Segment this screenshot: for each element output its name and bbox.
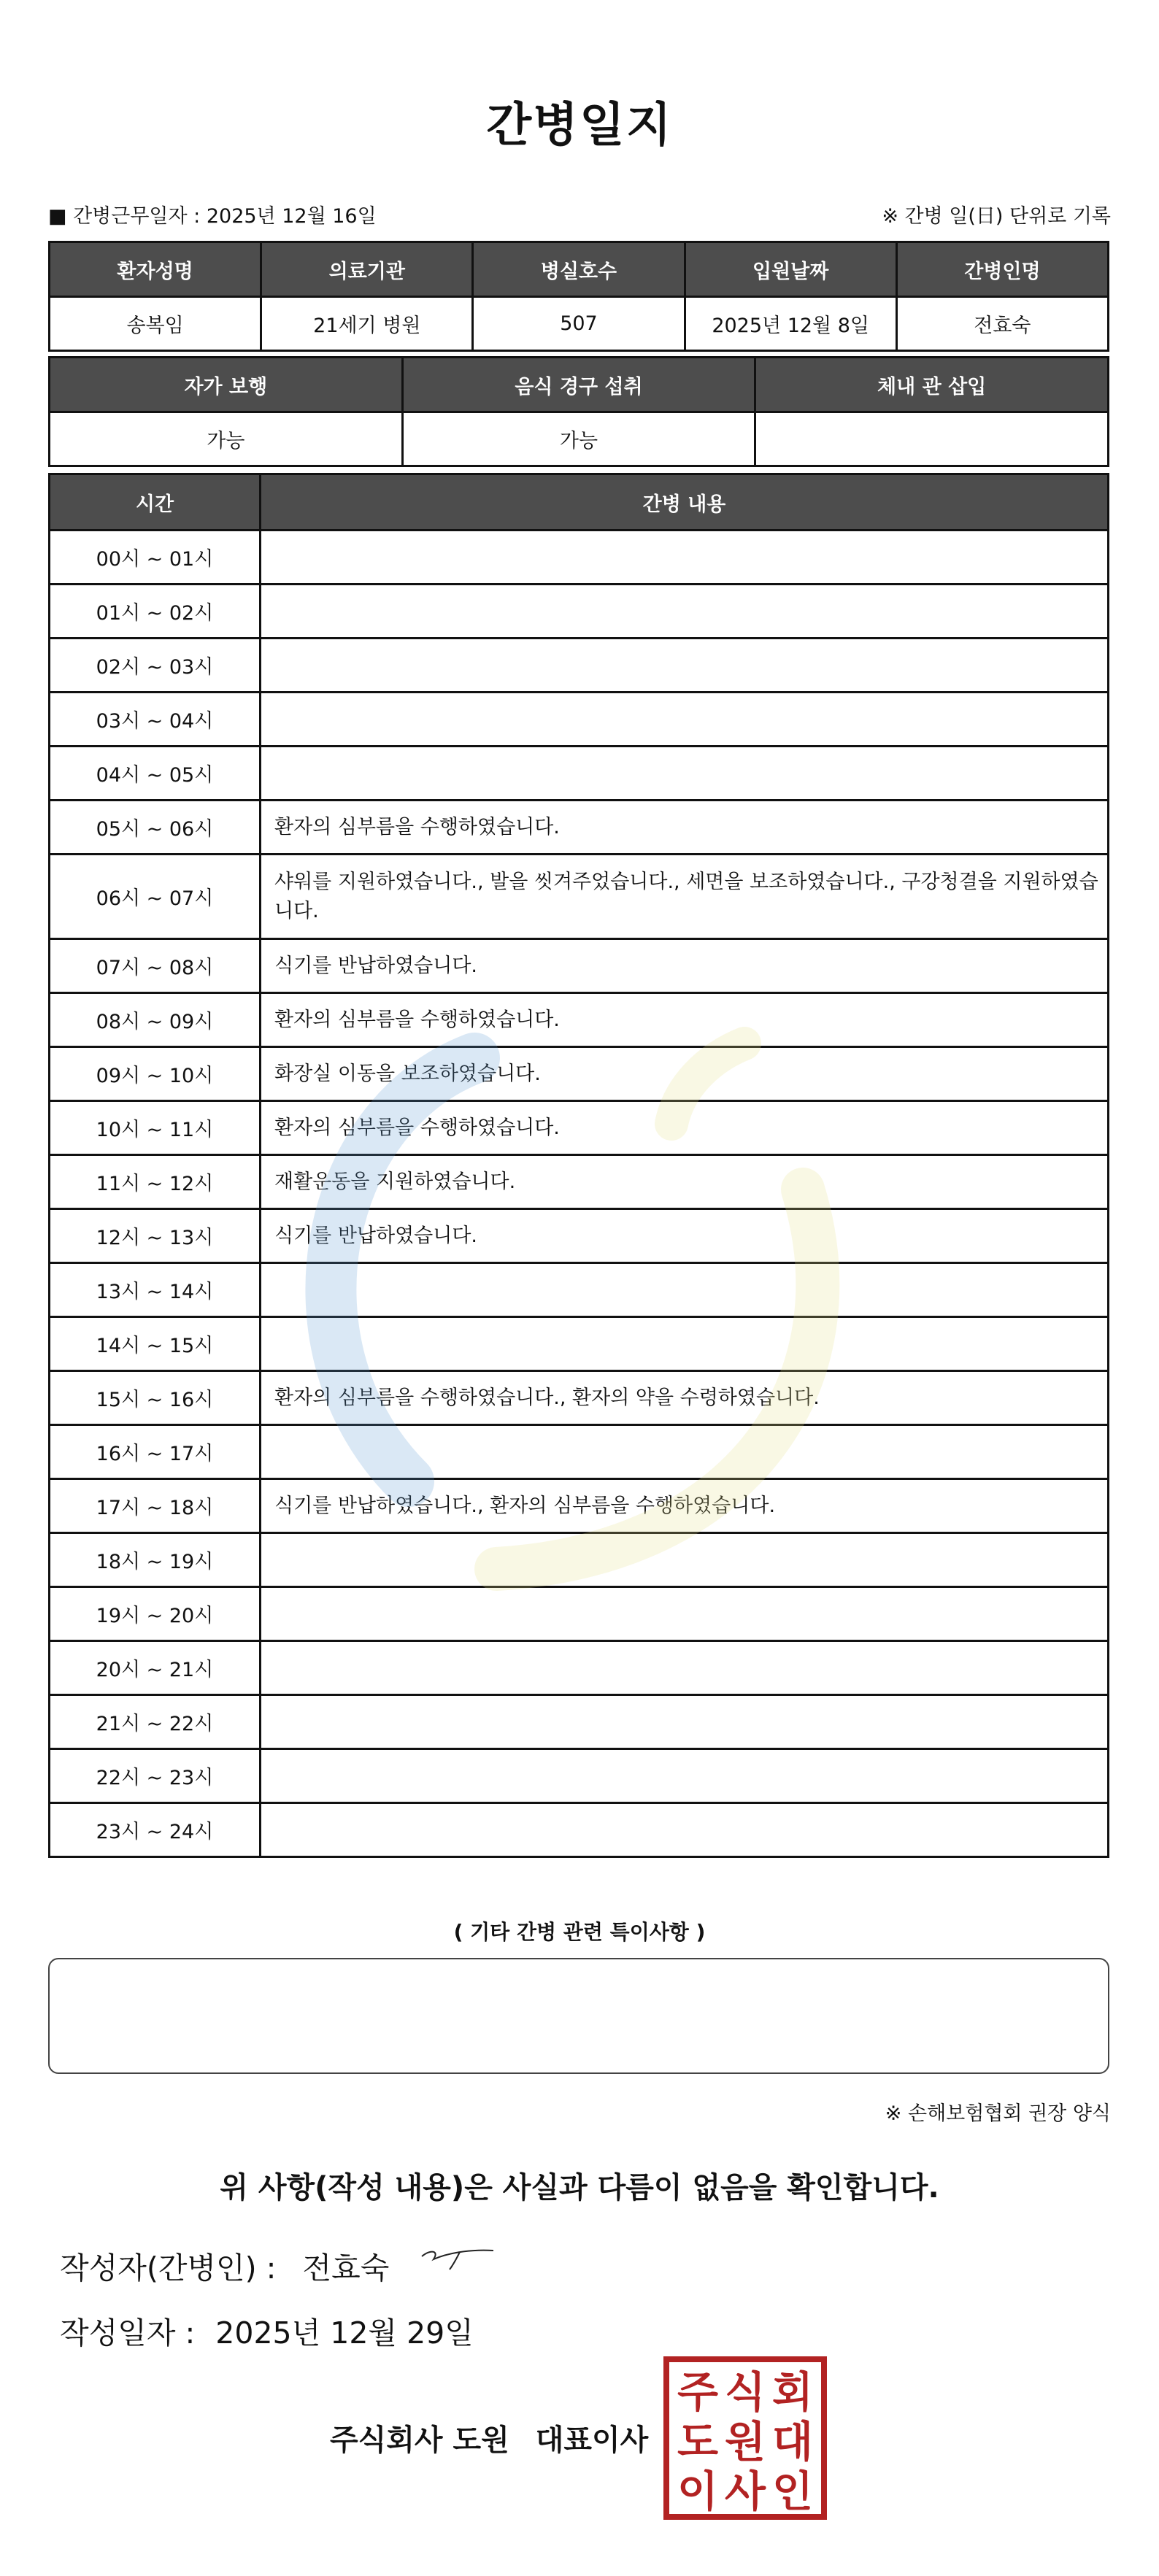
log-row — [50, 855, 1109, 939]
unit-note: ※ 간병 일(日) 단위로 기록 — [882, 205, 1111, 228]
log-row — [50, 1263, 1109, 1317]
info-hospital: 21세기 병원 — [261, 297, 473, 351]
writer-name: 전효숙 — [302, 2251, 390, 2286]
svg-text:이: 이 — [677, 2467, 719, 2516]
info-header-patient: 환자성명 — [50, 242, 261, 297]
log-time: 05시 ~ 06시 — [50, 801, 261, 855]
work-date-label: ■ 간병근무일자 : 2025년 12월 16일 — [48, 205, 377, 228]
log-content: 식기를 반납하였습니다., 환자의 심부름을 수행하였습니다. — [261, 1479, 1109, 1533]
info-header-room: 병실호수 — [473, 242, 685, 297]
info-caregiver-name: 전효숙 — [896, 297, 1108, 351]
writer-line — [60, 2244, 389, 2287]
log-content: 화장실 이동을 보조하였습니다. — [261, 1047, 1109, 1101]
log-content — [261, 1533, 1109, 1587]
log-content: 재활운동을 지원하였습니다. — [261, 1155, 1109, 1209]
log-content — [261, 1695, 1109, 1749]
writer-label: 작성자(간병인) : — [60, 2251, 277, 2286]
status-header-oral-intake: 음식 경구 섭취 — [402, 358, 755, 412]
log-row — [50, 585, 1109, 639]
log-row — [50, 1479, 1109, 1533]
svg-text:주: 주 — [677, 2367, 719, 2417]
log-content — [261, 1749, 1109, 1803]
log-header-time: 시간 — [50, 474, 261, 531]
log-content: 환자의 심부름을 수행하였습니다., 환자의 약을 수령하였습니다. — [261, 1371, 1109, 1425]
log-content — [261, 1803, 1109, 1857]
log-row — [50, 993, 1109, 1047]
log-time: 06시 ~ 07시 — [50, 855, 261, 939]
write-date-value: 2025년 12월 29일 — [215, 2315, 474, 2351]
log-time: 14시 ~ 15시 — [50, 1317, 261, 1371]
log-row — [50, 1425, 1109, 1479]
status-header-tube: 체내 관 삽입 — [755, 358, 1109, 412]
log-time: 19시 ~ 20시 — [50, 1587, 261, 1641]
log-content — [261, 1317, 1109, 1371]
info-patient-name: 송복임 — [50, 297, 261, 351]
log-content — [261, 1263, 1109, 1317]
log-row — [50, 531, 1109, 585]
log-row — [50, 1803, 1109, 1857]
status-oral-intake: 가능 — [402, 412, 755, 466]
log-time: 08시 ~ 09시 — [50, 993, 261, 1047]
log-row — [50, 1209, 1109, 1263]
log-content: 환자의 심부름을 수행하였습니다. — [261, 993, 1109, 1047]
log-row — [50, 1047, 1109, 1101]
log-time: 23시 ~ 24시 — [50, 1803, 261, 1857]
log-time: 07시 ~ 08시 — [50, 939, 261, 993]
log-content — [261, 1641, 1109, 1695]
confirmation-statement: 위 사항(작성 내용)은 사실과 다름이 없음을 확인합니다. — [220, 2171, 939, 2205]
log-content — [261, 585, 1109, 639]
log-row — [50, 1101, 1109, 1155]
svg-text:도: 도 — [677, 2417, 719, 2467]
status-header-walking: 자가 보행 — [50, 358, 403, 412]
log-row — [50, 939, 1109, 993]
write-date-label: 작성일자 : — [60, 2315, 196, 2351]
log-row — [50, 747, 1109, 801]
log-row — [50, 1533, 1109, 1587]
company-name: 주식회사 도원 — [330, 2423, 509, 2457]
svg-text:대: 대 — [771, 2417, 814, 2467]
svg-text:사: 사 — [724, 2467, 766, 2516]
log-content: 환자의 심부름을 수행하였습니다. — [261, 801, 1109, 855]
care-log-table — [48, 473, 1109, 1858]
log-row — [50, 1641, 1109, 1695]
log-row — [50, 1695, 1109, 1749]
signature-mark — [417, 2243, 498, 2272]
log-content — [261, 693, 1109, 747]
svg-text:원: 원 — [724, 2417, 766, 2467]
log-content — [261, 1587, 1109, 1641]
log-row — [50, 801, 1109, 855]
patient-status-table — [48, 356, 1109, 467]
status-tube — [755, 412, 1109, 466]
log-time: 18시 ~ 19시 — [50, 1533, 261, 1587]
write-date-line — [60, 2309, 474, 2352]
log-row — [50, 639, 1109, 693]
log-time: 02시 ~ 03시 — [50, 639, 261, 693]
log-time: 09시 ~ 10시 — [50, 1047, 261, 1101]
status-walking: 가능 — [50, 412, 403, 466]
log-row — [50, 1371, 1109, 1425]
log-content — [261, 639, 1109, 693]
company-seal — [663, 2356, 828, 2521]
info-header-admission: 입원날짜 — [685, 242, 896, 297]
log-time: 13시 ~ 14시 — [50, 1263, 261, 1317]
notes-title: ( 기타 간병 관련 특이사항 ) — [453, 1920, 706, 1944]
log-time: 21시 ~ 22시 — [50, 1695, 261, 1749]
log-time: 04시 ~ 05시 — [50, 747, 261, 801]
patient-info-table — [48, 241, 1109, 352]
log-content — [261, 531, 1109, 585]
log-content — [261, 1425, 1109, 1479]
log-time: 10시 ~ 11시 — [50, 1101, 261, 1155]
log-content — [261, 747, 1109, 801]
log-time: 12시 ~ 13시 — [50, 1209, 261, 1263]
info-admission-date: 2025년 12월 8일 — [685, 297, 896, 351]
log-row — [50, 693, 1109, 747]
log-row — [50, 1155, 1109, 1209]
log-time: 01시 ~ 02시 — [50, 585, 261, 639]
info-header-caregiver: 간병인명 — [896, 242, 1108, 297]
log-time: 15시 ~ 16시 — [50, 1371, 261, 1425]
association-note: ※ 손해보험협회 권장 양식 — [885, 2102, 1111, 2125]
company-title: 대표이사 — [535, 2423, 649, 2457]
svg-text:인: 인 — [771, 2467, 814, 2516]
page-title: 간병일지 — [486, 99, 673, 153]
info-header-hospital: 의료기관 — [261, 242, 473, 297]
log-content: 식기를 반납하였습니다. — [261, 1209, 1109, 1263]
svg-text:식: 식 — [724, 2367, 766, 2417]
log-time: 22시 ~ 23시 — [50, 1749, 261, 1803]
svg-text:회: 회 — [771, 2367, 814, 2417]
log-row — [50, 1749, 1109, 1803]
info-room: 507 — [473, 297, 685, 351]
log-content: 환자의 심부름을 수행하였습니다. — [261, 1101, 1109, 1155]
log-time: 20시 ~ 21시 — [50, 1641, 261, 1695]
log-content: 샤워를 지원하였습니다., 발을 씻겨주었습니다., 세면을 보조하였습니다., 구강청결을 지원하였습니다. — [261, 855, 1109, 939]
log-row — [50, 1317, 1109, 1371]
log-time: 11시 ~ 12시 — [50, 1155, 261, 1209]
company-line — [330, 2417, 648, 2459]
log-time: 00시 ~ 01시 — [50, 531, 261, 585]
notes-box — [48, 1958, 1109, 2074]
log-time: 03시 ~ 04시 — [50, 693, 261, 747]
log-content: 식기를 반납하였습니다. — [261, 939, 1109, 993]
log-time: 16시 ~ 17시 — [50, 1425, 261, 1479]
log-time: 17시 ~ 18시 — [50, 1479, 261, 1533]
log-header-content: 간병 내용 — [261, 474, 1109, 531]
log-row — [50, 1587, 1109, 1641]
